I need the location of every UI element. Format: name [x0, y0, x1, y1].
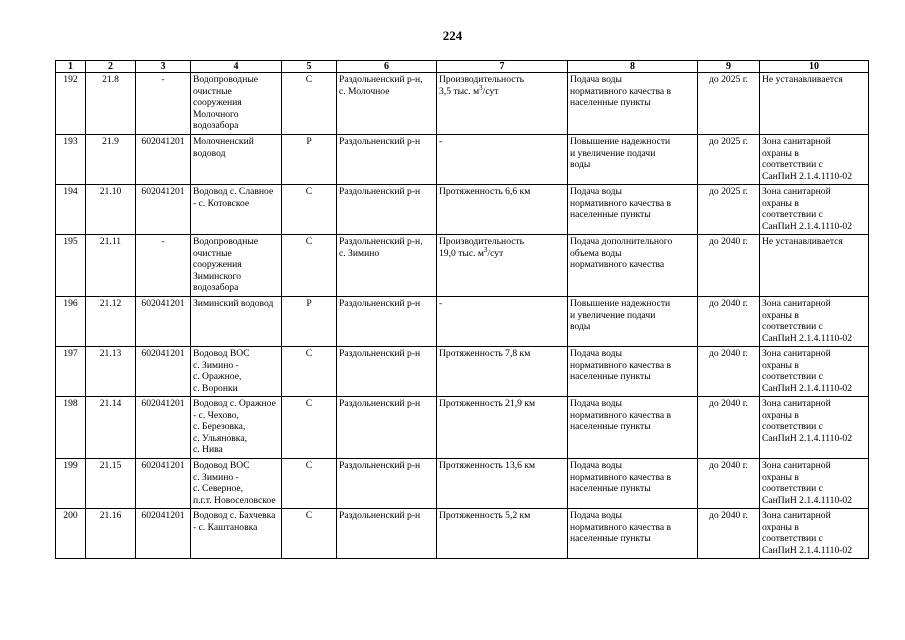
table-row: [56, 397, 869, 459]
cell-number: 199: [56, 459, 86, 509]
cell-object-name: Водовод с. Бахчевка - с. Каштановка: [191, 509, 282, 559]
cell-classifier-code: -: [136, 73, 191, 135]
table-body: [56, 73, 869, 559]
cell-type: Р: [282, 297, 337, 347]
cell-number: 197: [56, 347, 86, 397]
column-header: 1: [56, 61, 86, 73]
cell-deadline: до 2040 г.: [698, 235, 760, 297]
cell-purpose: Подача воды нормативного качества в населенные пункты: [568, 459, 698, 509]
cell-number: 195: [56, 235, 86, 297]
cell-deadline: до 2025 г.: [698, 185, 760, 235]
cell-zone: Не устанавливается: [760, 235, 869, 297]
unit-superscript: 3: [479, 83, 483, 92]
table-row: [56, 73, 869, 135]
cell-type: Р: [282, 135, 337, 185]
table-row: [56, 459, 869, 509]
column-header: 4: [191, 61, 282, 73]
cell-characteristic: Протяженность 21,9 км: [437, 397, 568, 459]
cell-classifier-code: -: [136, 235, 191, 297]
cell-location: Раздольненский р-н: [337, 397, 437, 459]
cell-deadline: до 2025 г.: [698, 135, 760, 185]
cell-zone: Зона санитарной охраны в соответствии с СанПиН 2.1.4.1110-02: [760, 297, 869, 347]
cell-purpose: Подача воды нормативного качества в населенные пункты: [568, 73, 698, 135]
cell-type: С: [282, 509, 337, 559]
characteristic-text: Производительность 3,5 тыс. м: [439, 74, 525, 97]
cell-location: Раздольненский р-н: [337, 509, 437, 559]
cell-purpose: Подача дополнительного объема воды нормативного качества: [568, 235, 698, 297]
cell-number: 194: [56, 185, 86, 235]
cell-code: 21.16: [86, 509, 136, 559]
cell-number: 193: [56, 135, 86, 185]
cell-characteristic: Протяженность 13,6 км: [437, 459, 568, 509]
cell-characteristic: Протяженность 5,2 км: [437, 509, 568, 559]
cell-code: 21.15: [86, 459, 136, 509]
cell-classifier-code: 602041201: [136, 135, 191, 185]
table-row: [56, 347, 869, 397]
cell-classifier-code: 602041201: [136, 185, 191, 235]
cell-code: 21.14: [86, 397, 136, 459]
cell-object-name: Водопроводные очистные сооружения Молочного водозабора: [191, 73, 282, 135]
unit-tail: /сут: [482, 85, 499, 97]
cell-location: Раздольненский р-н, с. Зимино: [337, 235, 437, 297]
cell-characteristic: [437, 73, 568, 135]
cell-purpose: Повышение надежности и увеличение подачи воды: [568, 297, 698, 347]
cell-number: 192: [56, 73, 86, 135]
cell-zone: Зона санитарной охраны в соответствии с СанПиН 2.1.4.1110-02: [760, 397, 869, 459]
header-row: [56, 61, 869, 73]
cell-location: Раздольненский р-н: [337, 347, 437, 397]
cell-object-name: Водовод ВОС с. Зимино - с. Оражное, с. Воронки: [191, 347, 282, 397]
cell-location: Раздольненский р-н: [337, 297, 437, 347]
cell-deadline: до 2040 г.: [698, 459, 760, 509]
cell-object-name: Зиминский водовод: [191, 297, 282, 347]
cell-deadline: до 2040 г.: [698, 509, 760, 559]
cell-purpose: Подача воды нормативного качества в населенные пункты: [568, 347, 698, 397]
cell-code: 21.12: [86, 297, 136, 347]
cell-purpose: Подача воды нормативного качества в населенные пункты: [568, 397, 698, 459]
cell-number: 198: [56, 397, 86, 459]
cell-purpose: Подача воды нормативного качества в населенные пункты: [568, 185, 698, 235]
column-header: 3: [136, 61, 191, 73]
cell-code: 21.10: [86, 185, 136, 235]
cell-code: 21.13: [86, 347, 136, 397]
table-row: [56, 185, 869, 235]
cell-number: 200: [56, 509, 86, 559]
cell-location: Раздольненский р-н: [337, 135, 437, 185]
facilities-table: [55, 60, 869, 559]
column-header: 8: [568, 61, 698, 73]
column-header: 7: [437, 61, 568, 73]
cell-location: Раздольненский р-н: [337, 459, 437, 509]
cell-type: С: [282, 397, 337, 459]
cell-object-name: Водовод с. Оражное - с. Чехово, с. Березовка, с. Ульяновка, с. Нива: [191, 397, 282, 459]
cell-zone: Зона санитарной охраны в соответствии с СанПиН 2.1.4.1110-02: [760, 347, 869, 397]
cell-characteristic: [437, 235, 568, 297]
cell-characteristic: Протяженность 7,8 км: [437, 347, 568, 397]
table-row: [56, 509, 869, 559]
unit-superscript: 3: [483, 245, 488, 254]
cell-characteristic: -: [437, 297, 568, 347]
cell-deadline: до 2040 г.: [698, 347, 760, 397]
cell-location: Раздольненский р-н, с. Молочное: [337, 73, 437, 135]
column-header: 6: [337, 61, 437, 73]
cell-code: 21.9: [86, 135, 136, 185]
column-header: 2: [86, 61, 136, 73]
cell-type: С: [282, 347, 337, 397]
cell-zone: Зона санитарной охраны в соответствии с СанПиН 2.1.4.1110-02: [760, 135, 869, 185]
column-header: 9: [698, 61, 760, 73]
cell-type: С: [282, 459, 337, 509]
cell-characteristic: -: [437, 135, 568, 185]
cell-deadline: до 2025 г.: [698, 73, 760, 135]
cell-type: С: [282, 73, 337, 135]
table-row: [56, 135, 869, 185]
cell-deadline: до 2040 г.: [698, 397, 760, 459]
table-row: [56, 297, 869, 347]
cell-zone: Зона санитарной охраны в соответствии с СанПиН 2.1.4.1110-02: [760, 185, 869, 235]
column-header: 10: [760, 61, 869, 73]
cell-object-name: Водопроводные очистные сооружения Зиминского водозабора: [191, 235, 282, 297]
page-number: 224: [442, 28, 463, 43]
cell-classifier-code: 602041201: [136, 509, 191, 559]
cell-zone: Зона санитарной охраны в соответствии с СанПиН 2.1.4.1110-02: [760, 509, 869, 559]
unit-tail: /сут: [487, 247, 504, 259]
cell-object-name: Водовод с. Славное - с. Котовское: [191, 185, 282, 235]
cell-purpose: Подача воды нормативного качества в населенные пункты: [568, 509, 698, 559]
cell-number: 196: [56, 297, 86, 347]
cell-classifier-code: 602041201: [136, 459, 191, 509]
cell-type: С: [282, 185, 337, 235]
column-header: 5: [282, 61, 337, 73]
cell-zone: Не устанавливается: [760, 73, 869, 135]
cell-deadline: до 2040 г.: [698, 297, 760, 347]
characteristic-text: Производительность 19,0 тыс. м: [439, 236, 525, 259]
cell-purpose: Повышение надежности и увеличение подачи воды: [568, 135, 698, 185]
cell-zone: Зона санитарной охраны в соответствии с СанПиН 2.1.4.1110-02: [760, 459, 869, 509]
cell-characteristic: Протяженность 6,6 км: [437, 185, 568, 235]
cell-object-name: Молочненский водовод: [191, 135, 282, 185]
cell-location: Раздольненский р-н: [337, 185, 437, 235]
cell-code: 21.11: [86, 235, 136, 297]
cell-classifier-code: 602041201: [136, 347, 191, 397]
cell-type: С: [282, 235, 337, 297]
cell-classifier-code: 602041201: [136, 297, 191, 347]
cell-code: 21.8: [86, 73, 136, 135]
cell-classifier-code: 602041201: [136, 397, 191, 459]
table-row: [56, 235, 869, 297]
cell-object-name: Водовод ВОС с. Зимино - с. Северное, п.г.т. Новоселовское: [191, 459, 282, 509]
